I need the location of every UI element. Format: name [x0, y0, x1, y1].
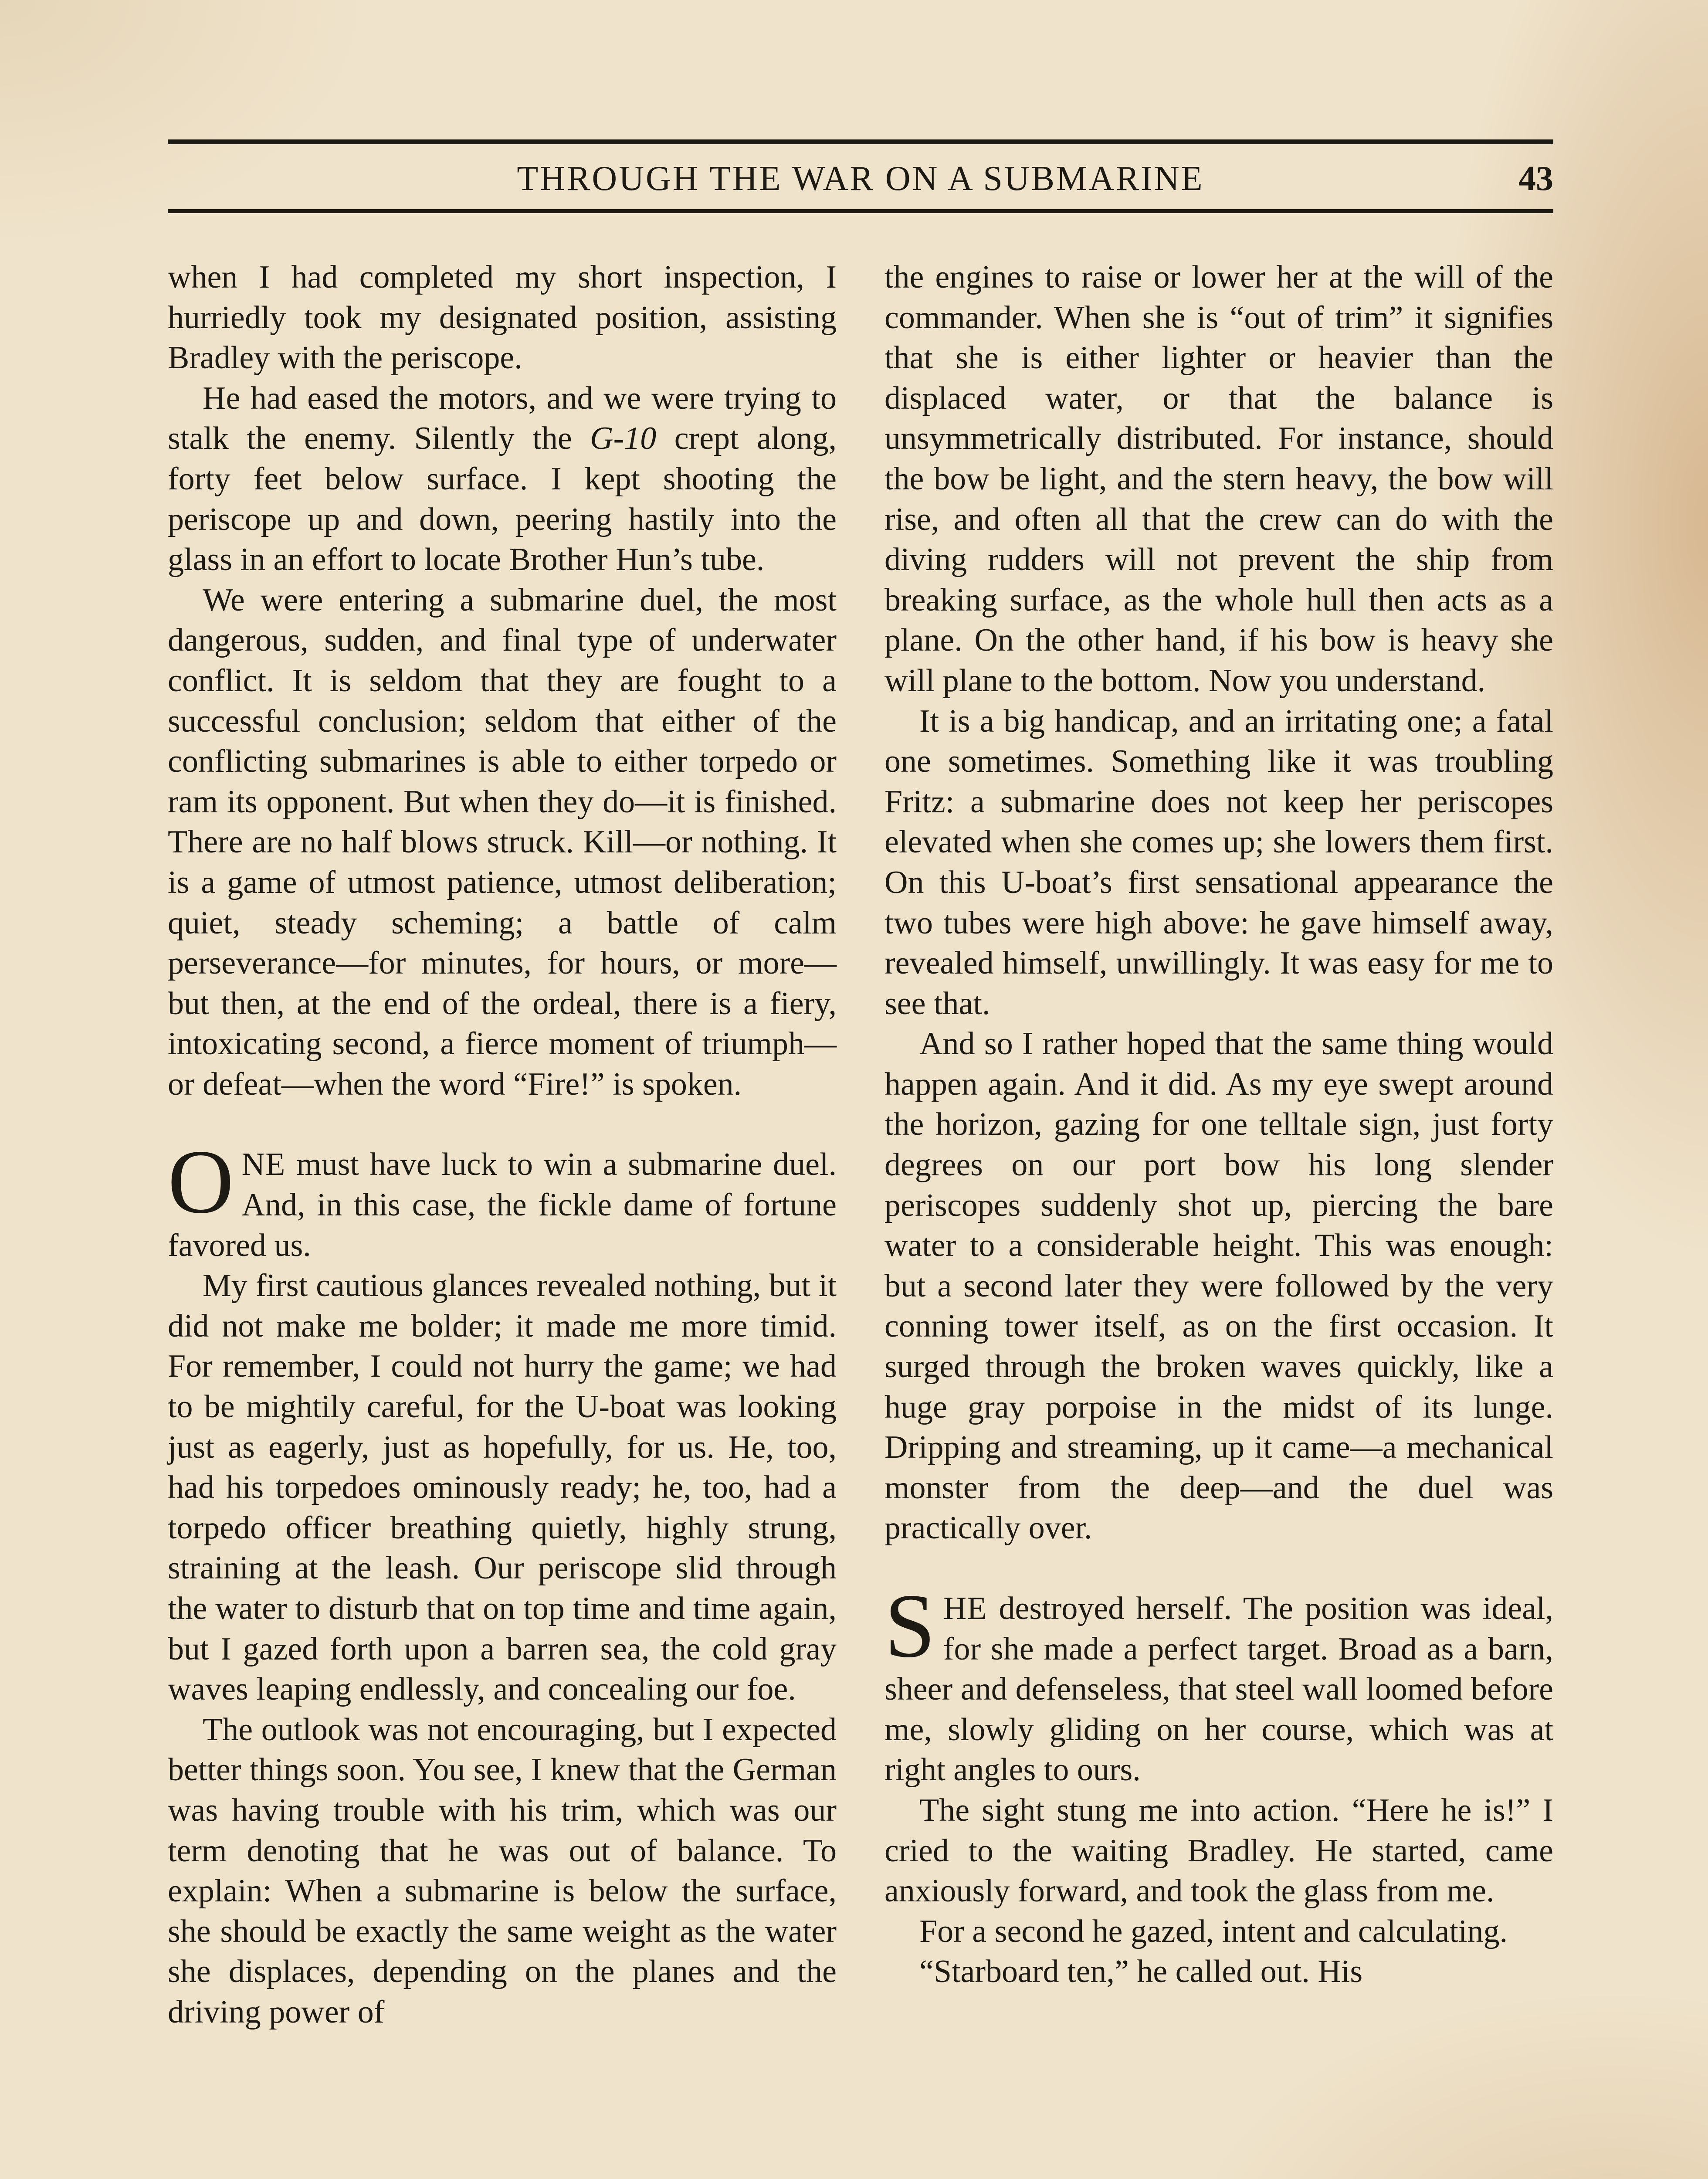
drop-cap: O: [168, 1131, 234, 1233]
header-rule-bottom: [168, 209, 1553, 213]
paragraph: [168, 378, 837, 580]
small-caps-lead: NE: [241, 1147, 286, 1183]
paragraph: For a second he gazed, intent and calculating.: [919, 1913, 1508, 1949]
paragraph: My first cautious glances revealed nothing, but it did not make me bolder; it made me more timid. For remember, I could not hurry the game; we had to be mightily careful, for the U-boat was looking just as eagerly, just as hopefully, for us. He, too, had his torpedoes ominously ready; he, too, had a torpedo officer breathing quietly, highly strung, straining at the leash. Our periscope slid through the water to disturb that on top time and time again, but I gazed forth upon a barren sea, the cold gray waves leaping endlessly, and concealing our foe.: [168, 1268, 837, 1707]
vessel-name: G-10: [590, 421, 657, 457]
paragraph: the engines to raise or lower her at the will of the commander. When she is “out of trim” it signifies that she is either lighter or heavier than the displaced water, or that the balance is unsymmetrically distributed. For instance, should the bow be light, and the stern heavy, the bow will rise, and often all that the crew can do with the diving rudders will not prevent the ship from breaking surface, as the whole hull then acts as a plane. On the other hand, if his bow is heavy she will plane to the bottom. Now you understand.: [884, 259, 1553, 699]
paragraph: We were entering a submarine duel, the most dangerous, sudden, and final type of underwater conflict. It is seldom that they are fought to a successful conclusion; seldom that either of the conflicting submarines is able to either torpedo or ram its opponent. But when they do—it is finished. There are no half blows struck. Kill—or nothing. It is a game of utmost patience, utmost deliberation; quiet, steady scheming; a battle of calm perseverance—for minutes, for hours, or more—but then, at the end of the ordeal, there is a fiery, intoxicating second, a fierce moment of triumph—or defeat—when the word “Fire!” is spoken.: [168, 582, 837, 1102]
paragraph: The outlook was not encouraging, but I expected better things soon. You see, I knew that the German was having trouble with his trim, which was our term denoting that he was out of balance. To explain: When a submarine is below the surface, she should be exactly the same weight as the water she displaces, depending on the planes and the driving power of: [168, 1711, 837, 2030]
paragraph: “Starboard ten,” he called out. His: [919, 1954, 1363, 1990]
paragraph-text: crept along, forty feet below surface. I kept shooting the periscope up and down, peering hastily into the glass in an effort to locate Brother Hun’s tube.: [168, 421, 837, 578]
paragraph-text: destroyed herself. The position was ideal, for she made a perfect target. Broad as a barn, sheer and defenseless, that steel wall loomed before me, slowly gliding on her course, which was at right angles to ours.: [884, 1591, 1553, 1788]
section-gap: [884, 1548, 1553, 1588]
paragraph-text: must have luck to win a submarine duel. And, in this case, the fickle dame of fortune favored us.: [168, 1147, 837, 1263]
paragraph: The sight stung me into action. “Here he is!” I cried to the waiting Bradley. He started, came anxiously forward, and took the glass from me.: [884, 1792, 1553, 1909]
page-number: 43: [1518, 160, 1553, 198]
drop-cap: S: [884, 1575, 935, 1677]
paragraph: when I had completed my short inspection, I hurriedly took my designated position, assisting Bradley with the periscope.: [168, 259, 837, 376]
paragraph: And so I rather hoped that the same thing would happen again. And it did. As my eye swept around the horizon, gazing for one telltale sign, just forty degrees on our port bow his long slender periscopes suddenly shot up, piercing the bare water to a considerable height. This was enough: but a second later they were followed by the very conning tower itself, as on the first occasion. It surged through the broken waves quickly, like a huge gray porpoise in the midst of its lunge. Dripping and streaming, up it came—a mechanical monster from the deep—and the duel was practically over.: [884, 1026, 1553, 1546]
paragraph: It is a big handicap, and an irritating one; a fatal one sometimes. Something like it was troubling Fritz: a submarine does not keep her periscopes elevated when she comes up; she lowers them first. On this U-boat’s first sensational appearance the two tubes were high above: he gave himself away, revealed himself, unwillingly. It was easy for me to see that.: [884, 703, 1553, 1022]
running-title: THROUGH THE WAR ON A SUBMARINE: [517, 160, 1204, 198]
running-header: [168, 157, 1553, 200]
paragraph: [884, 1575, 1553, 1790]
right-column: [884, 257, 1553, 1992]
paragraph: [168, 1131, 837, 1266]
left-column: [168, 257, 837, 2033]
small-caps-lead: HE: [943, 1591, 987, 1626]
paragraph-text: He had eased the motors, and we were trying to stalk the enemy. Silently the: [168, 380, 837, 457]
section-gap: [168, 1104, 837, 1144]
header-rule-top: [168, 139, 1553, 144]
